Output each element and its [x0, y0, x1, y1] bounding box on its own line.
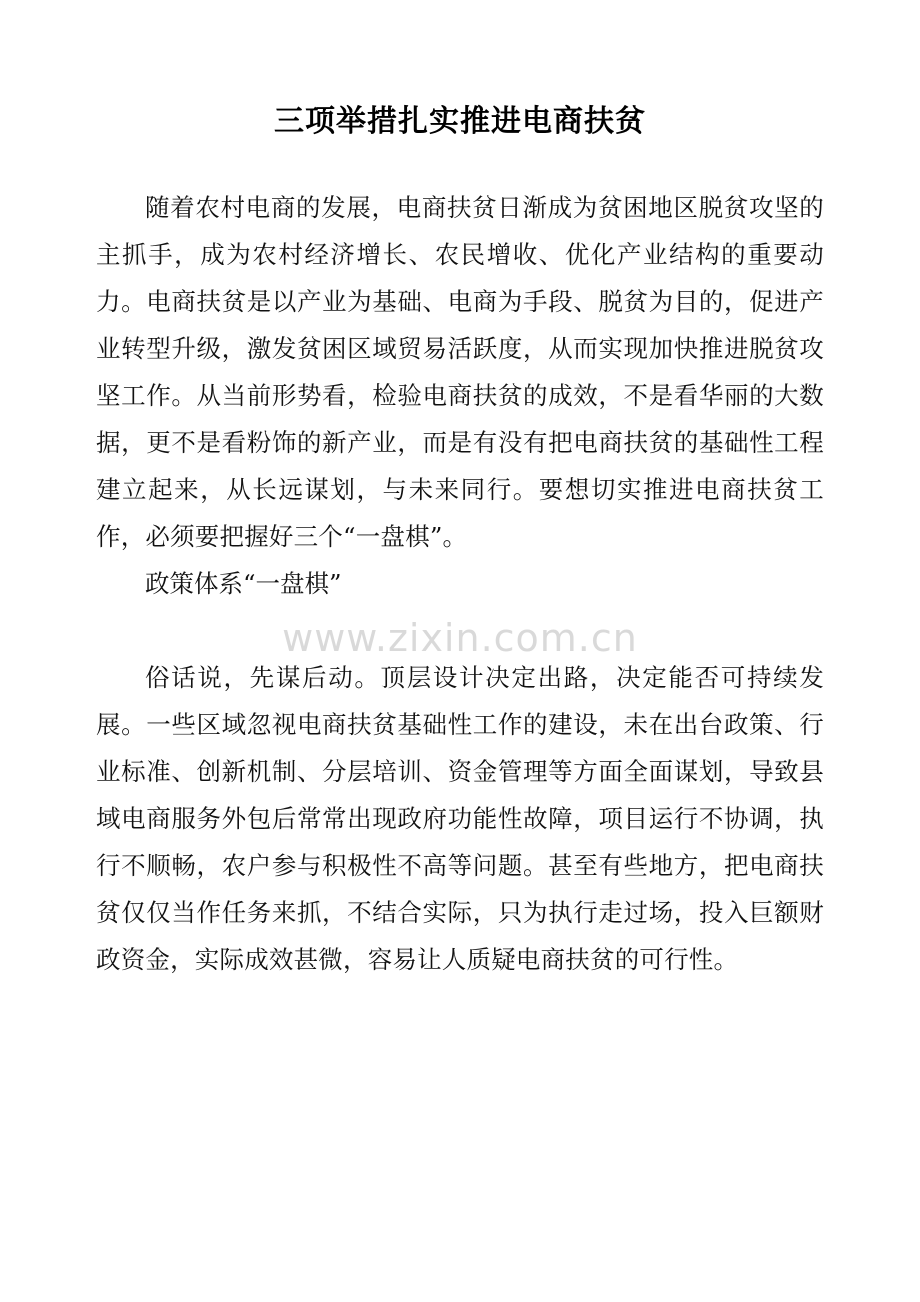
watermark-text: www.zixin.com.cn: [282, 616, 638, 660]
document-content: [96, 0, 824, 1302]
paragraph-1: 随着农村电商的发展，电商扶贫日渐成为贫困地区脱贫攻坚的主抓手，成为农村经济增长、农民增收、优化产业结构的重要动力。电商扶贫是以产业为基础、电商为手段、脱贫为目的，促进产业转型升级，激发贫困区域贸易活跃度，从而实现加快推进脱贫攻坚工作。从当前形势看，检验电商扶贫的成效，不是看华丽的大数据，更不是看粉饰的新产业，而是有没有把电商扶贫的基础性工程建立起来，从长远谋划，与未来同行。要想切实推进电商扶贫工作，必须要把握好三个“一盘棋”。: [96, 193, 824, 551]
paragraph-2: 俗话说，先谋后动。顶层设计决定出路，决定能否可持续发展。一些区域忽视电商扶贫基础性工作的建设，未在出台政策、行业标准、创新机制、分层培训、资金管理等方面全面谋划，导致县域电商服务外包后常常出现政府功能性故障，项目运行不协调，执行不顺畅，农户参与积极性不高等问题。甚至有些地方，把电商扶贫仅仅当作任务来抓，不结合实际，只为执行走过场，投入巨额财政资金，实际成效甚微，容易让人质疑电商扶贫的可行性。: [96, 663, 824, 974]
section-heading-policy-system: 政策体系“一盘棋”: [145, 569, 342, 598]
paragraph-spacer: [96, 607, 824, 654]
document-body: [96, 184, 824, 983]
page-title: 三项举措扎实推进电商扶贫: [274, 104, 646, 139]
